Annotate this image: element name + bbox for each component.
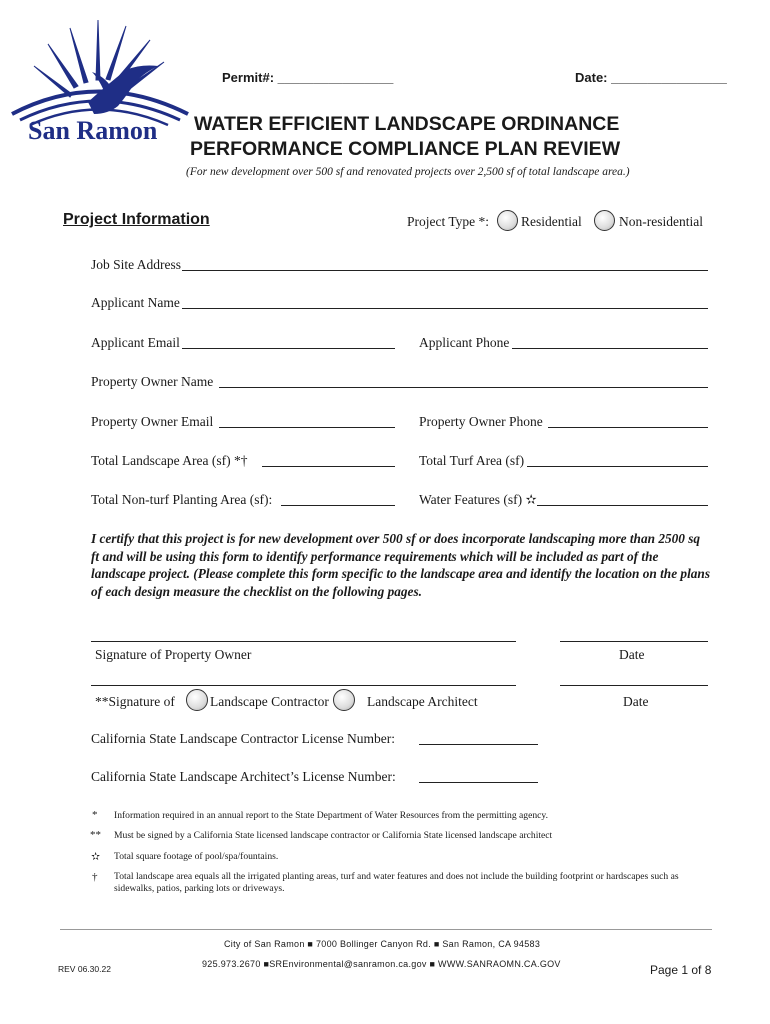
owner-name-label: Property Owner Name bbox=[91, 374, 214, 389]
applicant-email-input[interactable] bbox=[182, 348, 395, 349]
owner-email-input[interactable] bbox=[219, 427, 395, 428]
professional-signature-line[interactable] bbox=[91, 685, 516, 686]
professional-date-label: Date bbox=[623, 694, 649, 709]
owner-phone-input[interactable] bbox=[548, 427, 708, 428]
residential-label: Residential bbox=[521, 214, 582, 229]
form-title-line1: WATER EFFICIENT LANDSCAPE ORDINANCE bbox=[194, 113, 620, 135]
section-title-project-information: Project Information bbox=[63, 211, 210, 228]
footnote-text-1: Information required in an annual report to the State Department of Water Resources from the permitting agency. bbox=[114, 810, 548, 821]
landscape-architect-label: Landscape Architect bbox=[367, 694, 478, 709]
owner-date-line[interactable] bbox=[560, 641, 708, 642]
page-number: Page 1 of 8 bbox=[650, 963, 712, 977]
owner-phone-label: Property Owner Phone bbox=[419, 414, 543, 429]
water-features-label: Water Features (sf) ✫ bbox=[419, 492, 537, 507]
permit-number-field[interactable]: Permit#: ________________ bbox=[222, 70, 394, 85]
project-type-label: Project Type *: bbox=[407, 214, 490, 229]
turf-area-label: Total Turf Area (sf) bbox=[419, 453, 525, 468]
job-site-address-label: Job Site Address bbox=[91, 257, 182, 272]
form-subtitle: (For new development over 500 sf and renovated projects over 2,500 sf of total landscape area.) bbox=[186, 166, 630, 178]
landscape-contractor-label: Landscape Contractor bbox=[210, 694, 329, 709]
certification-statement: I certify that this project is for new development over 500 sf or does incorporate landscaping more than 2500 sq ft and will be using this form to identify performance requirements which will be included as part of the landscape project. (Please complete this form specific to the landscape area and identify the location on the plans of each design measure the checklist on the following pages. bbox=[91, 531, 710, 599]
owner-signature-line[interactable] bbox=[91, 641, 516, 642]
applicant-name-label: Applicant Name bbox=[91, 295, 180, 310]
signature-of-label: **Signature of bbox=[95, 694, 175, 709]
radio-landscape-contractor[interactable] bbox=[186, 689, 208, 711]
landscape-area-label: Total Landscape Area (sf) *† bbox=[91, 453, 248, 468]
radio-non-residential[interactable] bbox=[594, 210, 615, 231]
architect-license-label: California State Landscape Architect’s License Number: bbox=[91, 769, 396, 784]
contractor-license-input[interactable] bbox=[419, 744, 538, 745]
contractor-license-label: California State Landscape Contractor License Number: bbox=[91, 731, 396, 746]
footnote-mark-2: ** bbox=[90, 829, 101, 841]
footnote-mark-1: * bbox=[92, 809, 98, 821]
job-site-address-input[interactable] bbox=[182, 270, 708, 271]
owner-name-input[interactable] bbox=[219, 387, 708, 388]
footer-contact: 925.973.2670 ■SREnvironmental@sanramon.ca.gov ■ WWW.SANRAOMN.CA.GOV bbox=[202, 959, 561, 969]
footnote-text-3: Total square footage of pool/spa/fountains. bbox=[114, 851, 279, 862]
nonturf-area-input[interactable] bbox=[281, 505, 395, 506]
landscape-area-input[interactable] bbox=[262, 466, 395, 467]
revision-label: REV 06.30.22 bbox=[58, 964, 111, 974]
city-logo bbox=[8, 14, 198, 154]
footnote-mark-4: † bbox=[92, 871, 98, 883]
architect-license-input[interactable] bbox=[419, 782, 538, 783]
professional-date-line[interactable] bbox=[560, 685, 708, 686]
non-residential-label: Non-residential bbox=[619, 214, 703, 229]
turf-area-input[interactable] bbox=[527, 466, 708, 467]
applicant-phone-input[interactable] bbox=[512, 348, 708, 349]
logo-text: San Ramon bbox=[28, 116, 158, 145]
water-features-input[interactable] bbox=[537, 505, 708, 506]
applicant-name-input[interactable] bbox=[182, 308, 708, 309]
footnote-text-4: Total landscape area equals all the irrigated planting areas, turf and water features and does not include the building footprint or hardscapes such as sidewalks, patios, parking lots or driveways. bbox=[114, 871, 679, 894]
radio-residential[interactable] bbox=[497, 210, 518, 231]
owner-email-label: Property Owner Email bbox=[91, 414, 214, 429]
radio-landscape-architect[interactable] bbox=[333, 689, 355, 711]
date-field[interactable]: Date: ________________ bbox=[575, 70, 727, 85]
form-title-line2: PERFORMANCE COMPLIANCE PLAN REVIEW bbox=[190, 138, 621, 160]
applicant-phone-label: Applicant Phone bbox=[419, 335, 510, 350]
footer-divider bbox=[60, 929, 712, 930]
nonturf-area-label: Total Non-turf Planting Area (sf): bbox=[91, 492, 273, 507]
owner-signature-label: Signature of Property Owner bbox=[95, 647, 252, 662]
footnote-text-2: Must be signed by a California State licensed landscape contractor or California State licensed landscape architect bbox=[114, 830, 553, 841]
footer-address: City of San Ramon ■ 7000 Bollinger Canyon Rd. ■ San Ramon, CA 94583 bbox=[224, 939, 541, 949]
applicant-email-label: Applicant Email bbox=[91, 335, 180, 350]
footnote-mark-3: ✫ bbox=[91, 851, 101, 863]
owner-date-label: Date bbox=[619, 647, 645, 662]
